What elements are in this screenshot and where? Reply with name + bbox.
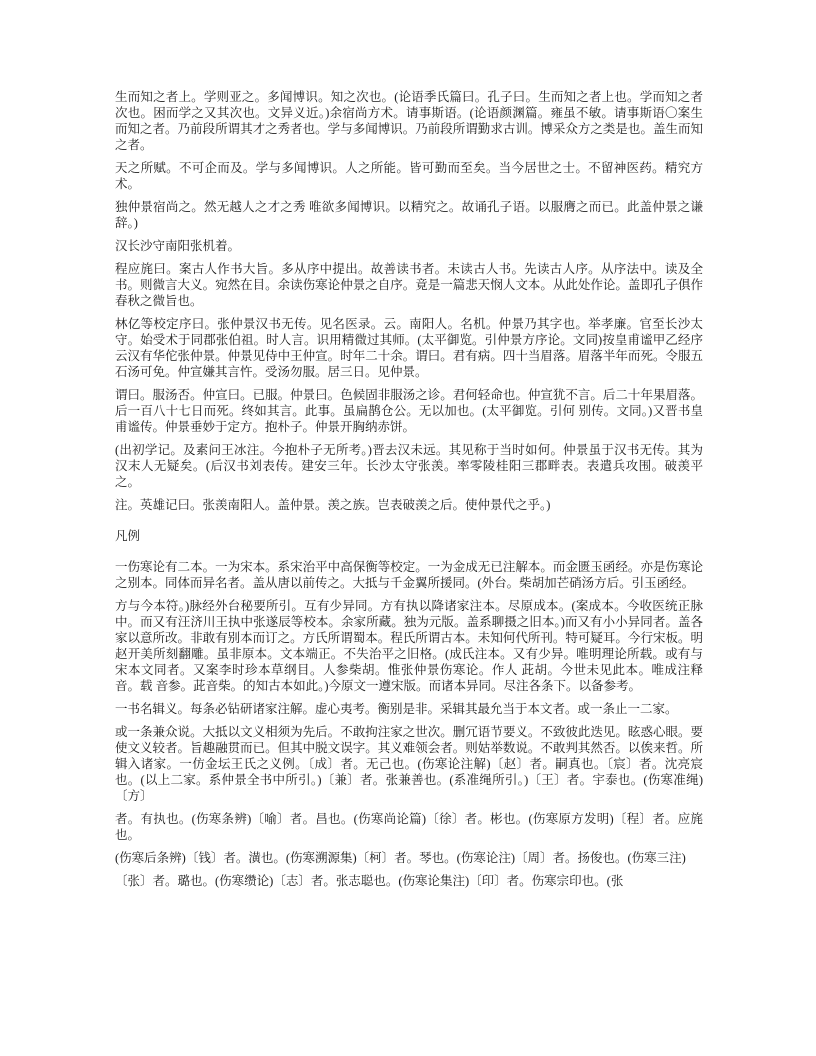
- paragraph: 天之所赋。不可企而及。学与多闻博识。人之所能。皆可勤而至矣。当今居世之士。不留神医药。精究方术。: [115, 161, 703, 191]
- paragraph: 林亿等校定序曰。张仲景汉书无传。见名医录。云。南阳人。名机。仲景乃其字也。举孝廉。官至长沙太守。始受术于同郡张伯祖。时人言。识用精微过其师。(太平御览。引仲景方序论。文同)按皇甫谧甲乙经序云汉有华佗张仲景。仲景见侍中王仲宣。时年二十余。谓曰。君有病。四十当眉落。眉落半年而死。令服五石汤可免。仲宣嫌其言忤。受汤勿服。居三日。见仲景。: [115, 317, 703, 379]
- paragraph: 或一条兼众说。大抵以文义相须为先后。不敢拘注家之世次。删冗语节要义。不致彼此迭见。眩惑心眼。要使文义较者。旨趣融贯而已。但其中脱文误字。其义难领会者。则姑举数说。不敢判其然否。以俟来哲。所辑入诸家。一仿金坛王氏之义例。〔成〕者。无己也。(伤寒论注解)〔赵〕者。嗣真也。〔宸〕者。沈亮宸也。(以上二家。系仲景全书中所引。)〔兼〕者。张兼善也。(系准绳所引。)〔王〕者。宇泰也。(伤寒准绳)〔方〕: [115, 725, 703, 803]
- paragraph: 一伤寒论有二本。一为宋本。系宋治平中高保衡等校定。一为金成无已注解本。而金匮玉函经。亦是伤寒论之别本。同体而异名者。盖从唐以前传之。大抵与千金翼所援同。(外台。柴胡加芒硝汤方后。引玉函经。: [115, 560, 703, 590]
- paragraph: 一书名辑义。每条必钻研诸家注解。虚心夷考。衡别是非。采辑其最允当于本文者。或一条止一二家。: [115, 702, 678, 716]
- paragraph: 程应旄曰。案古人作书大旨。多从序中提出。故善读书者。未读古人书。先读古人序。从序法中。读及全书。则微言大义。宛然在目。余读伤寒论仲景之自序。竟是一篇悲天悯人文本。从此处作论。盖即孔子俱作春秋之微旨也。: [115, 262, 703, 308]
- paragraph: (伤寒后条辨)〔钱〕者。潢也。(伤寒溯源集)〔柯〕者。琴也。(伤寒论注)〔周〕者。扬俊也。(伤寒三注): [115, 851, 686, 865]
- paragraph: (出初学记。及素问王冰注。今抱朴子无所考。)晋去汉未远。其见称于当时如何。仲景虽于汉书无传。其为汉末人无疑矣。(后汉书刘表传。建安三年。长沙太守张羡。率零陵桂阳三郡畔表。表遣兵攻围。破羡平之。: [115, 443, 703, 489]
- paragraph: 者。有执也。(伤寒条辨)〔喻〕者。昌也。(伤寒尚论篇)〔徐〕者。彬也。(伤寒原方发明)〔程〕者。应旄也。: [115, 812, 703, 842]
- paragraph: 〔张〕者。璐也。(伤寒缵论)〔志〕者。张志聪也。(伤寒论集注)〔印〕者。伤寒宗印也。(张: [115, 874, 624, 888]
- paragraph-author-line: 汉长沙守南阳张机着。: [115, 239, 241, 253]
- paragraph: 谓曰。服汤否。仲宣曰。已服。仲景曰。色候固非服汤之诊。君何轻命也。仲宣犹不言。后二十年果眉落。后一百八十七日而死。终如其言。此事。虽扁鹊仓公。无以加也。(太平御览。引何 别传。文同。)又晋书皇甫谧传。仲景垂妙于定方。抱朴子。仲景开胸纳赤饼。: [115, 388, 703, 434]
- paragraph: 方与今本符。)脉经外台秘要所引。互有少异同。方有执以降诸家注本。尽原成本。(案成本。今收医统正脉中。而又有汪济川王执中张遂辰等校本。余家所藏。独为元版。盖系聊摄之旧本。)而又有小小异同者。盖各家以意所改。非敢有别本而订之。方氏所谓蜀本。程氏所谓古本。未知何代所刊。特可疑耳。今行宋板。明赵开美所刻翻雕。虽非原本。文本端正。不失治平之旧格。(成氏注本。又有少异。唯明理论所载。或有与宋本文同者。又案李时珍本草纲目。人参柴胡。惟张仲景伤寒论。作人 茈胡。今世未见此本。唯成注释音。载 音参。茈音柴。的知古本如此。)今原文一遵宋版。而诸本异同。尽注各条下。以备参考。: [115, 599, 703, 693]
- paragraph: 生而知之者上。学则亚之。多闻博识。知之次也。(论语季氏篇曰。孔子曰。生而知之者上也。学而知之者次也。困而学之又其次也。文异义近。)余宿尚方术。请事斯语。(论语颜渊篇。雍虽不敏。请事斯语〇案生而知之者。乃前段所谓其才之秀者也。学与多闻博识。乃前段所谓勤求古训。博采众方之类是也。盖生而知之者。: [115, 90, 703, 152]
- paragraph: 独仲景宿尚之。然无越人之才之秀 唯欲多闻博识。以精究之。故诵孔子语。以服膺之而已。此盖仲景之谦辞。): [115, 200, 703, 230]
- section-heading-fanli: 凡例: [115, 529, 141, 543]
- document-page: [115, 89, 703, 896]
- paragraph: 注。英雄记曰。张羡南阳人。盖仲景。羡之族。岂表破羡之后。使仲景代之乎。): [115, 498, 551, 512]
